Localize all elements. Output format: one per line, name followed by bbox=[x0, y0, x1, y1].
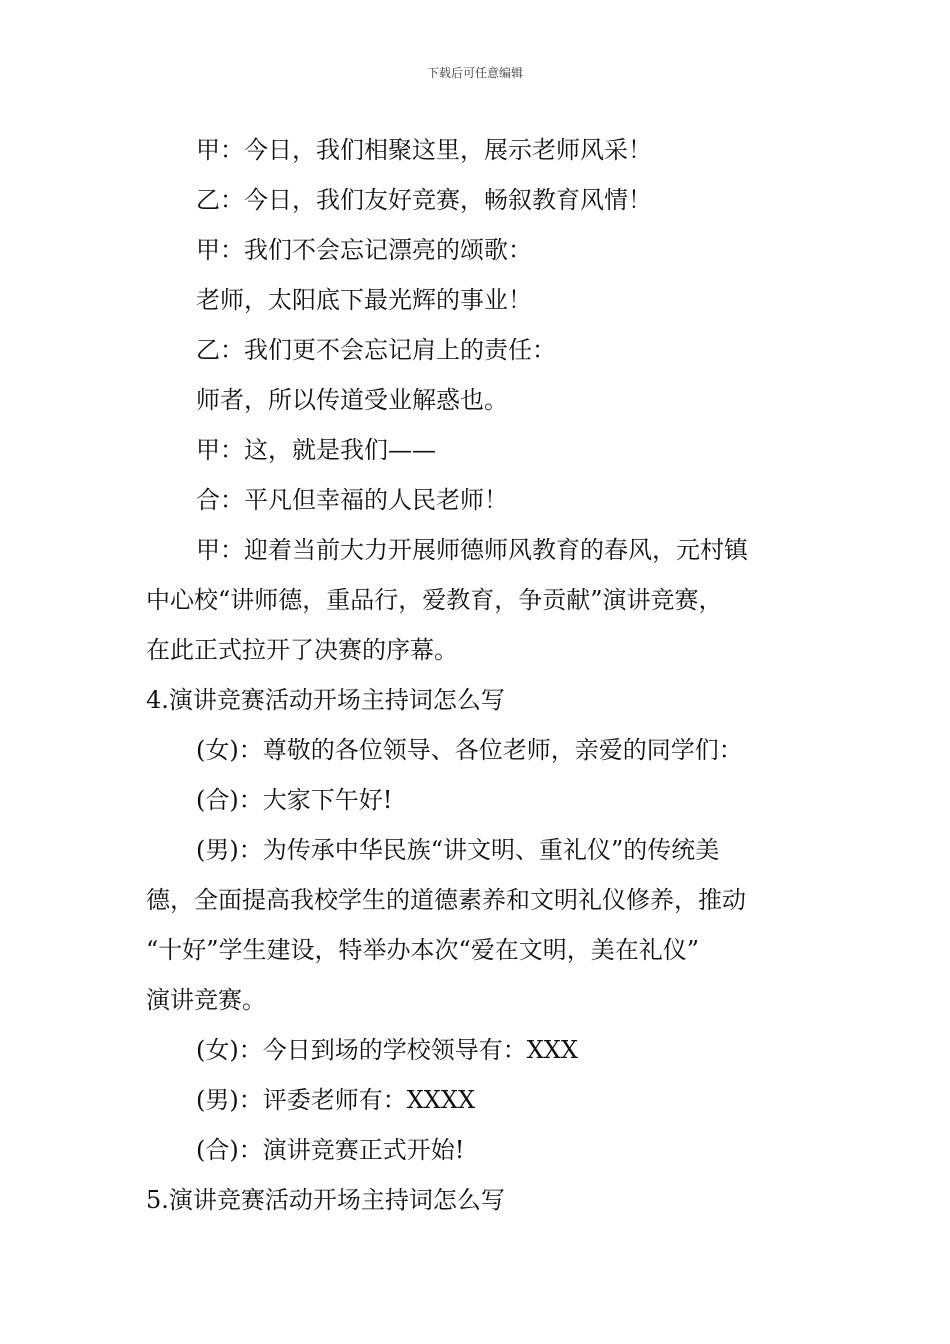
dialogue-line: 乙：今日，我们友好竞赛，畅叙教育风情！ bbox=[196, 186, 652, 214]
section-heading-4: 4.演讲竞赛活动开场主持词怎么写 bbox=[146, 686, 505, 714]
dialogue-line: 老师，太阳底下最光辉的事业！ bbox=[196, 286, 532, 314]
document-body bbox=[146, 125, 816, 1225]
dialogue-line: 乙：我们更不会忘记肩上的责任： bbox=[196, 336, 556, 364]
dialogue-line: (女)：今日到场的学校领导有：XXX bbox=[196, 1036, 578, 1064]
paragraph-line: (男)：为传承中华民族“讲文明、重礼仪”的传统美 bbox=[196, 836, 720, 864]
dialogue-line: 师者，所以传道受业解惑也。 bbox=[196, 386, 508, 414]
paragraph-line: 演讲竞赛。 bbox=[146, 986, 266, 1014]
dialogue-line: 合：平凡但幸福的人民老师！ bbox=[196, 486, 508, 514]
paragraph-line: 德，全面提高我校学生的道德素养和文明礼仪修养，推动 bbox=[146, 886, 746, 914]
dialogue-line: 甲：这，就是我们—— bbox=[196, 436, 436, 464]
paragraph-line: 甲：迎着当前大力开展师德师风教育的春风，元村镇 bbox=[196, 536, 748, 564]
section-heading-5: 5.演讲竞赛活动开场主持词怎么写 bbox=[146, 1186, 505, 1214]
dialogue-line: (合)：大家下午好! bbox=[196, 786, 393, 814]
dialogue-line: (男)：评委老师有：XXXX bbox=[196, 1086, 476, 1114]
dialogue-line: 甲：今日，我们相聚这里，展示老师风采！ bbox=[196, 136, 652, 164]
paragraph-line: “十好”学生建设，特举办本次“爱在文明，美在礼仪” bbox=[146, 936, 700, 964]
paragraph-line: 中心校“讲师德，重品行，爱教育，争贡献”演讲竞赛， bbox=[146, 586, 723, 614]
page-header-note: 下载后可任意编辑 bbox=[426, 66, 523, 80]
dialogue-line: (女)：尊敬的各位领导、各位老师，亲爱的同学们： bbox=[196, 736, 743, 764]
paragraph-line: 在此正式拉开了决赛的序幕。 bbox=[146, 636, 458, 664]
dialogue-line: 甲：我们不会忘记漂亮的颂歌： bbox=[196, 236, 532, 264]
dialogue-line: (合)：演讲竞赛正式开始! bbox=[196, 1136, 465, 1164]
